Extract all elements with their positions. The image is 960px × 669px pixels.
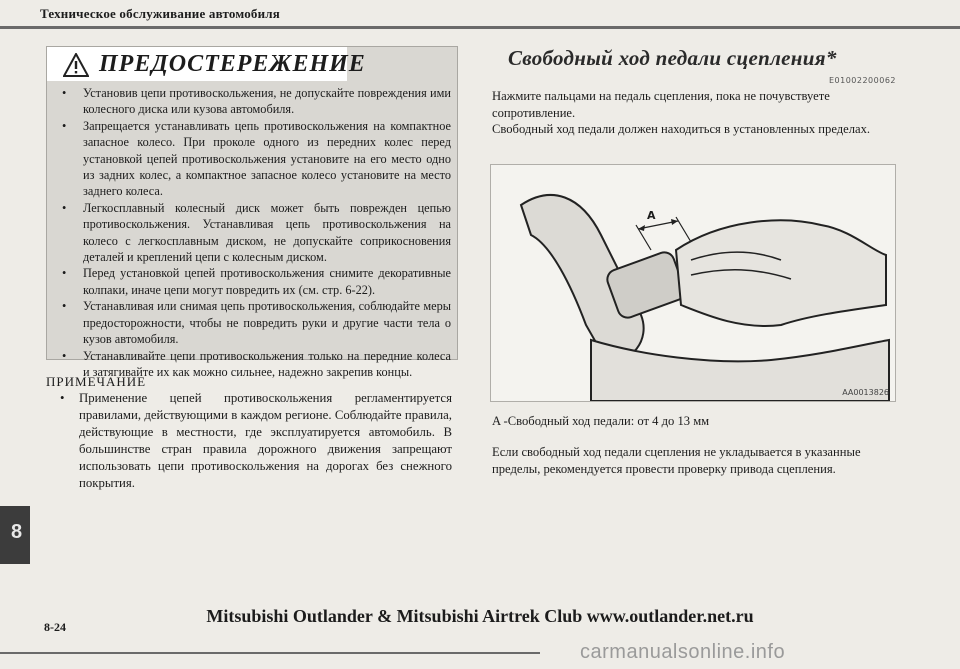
footer-club-link[interactable]: Mitsubishi Outlander & Mitsubishi Airtrek Club www.outlander.net.ru [206,606,754,626]
warning-item: • Устанавливайте цепи противоскольжения только на передние колеса и затягивайте их как можно сильнее, надежно закрепив концы. [47,348,459,381]
warning-list [47,85,459,380]
warning-item: • Запрещается устанавливать цепь противоскольжения на компактное запасное колесо. При проколе одного из передних колес перед установкой цепей противоскольжения установите на его место одно из задних колес, а компактное запасное колесо установите на место заднего колеса. [47,118,459,200]
warning-item: • Установив цепи противоскольжения, не допускайте повреждения ими колесного диска или кузова автомобиля. [47,85,459,118]
warning-title-text: ПРЕДОСТЕРЕЖЕНИЕ [99,51,366,77]
chapter-number: 8 [11,521,23,543]
warning-box [46,46,458,379]
watermark-text: carmanualsonline.info [580,641,786,663]
page-number: 8-24 [44,620,66,634]
note-block [46,374,458,492]
clutch-pedal-illustration [491,165,895,401]
section-conclusion: Если свободный ход педали сцепления не укладывается в указанные пределы, рекомендуется провести проверку привода сцепления. [492,445,861,476]
warning-triangle-icon [63,53,89,77]
section-code: E01002200062 [828,76,896,85]
section-paragraph: Свободный ход педали должен находиться в установленных пределах. [492,122,871,136]
left-column [46,46,458,492]
note-title: ПРИМЕЧАНИЕ [46,374,147,389]
warning-item: • Легкосплавный колесный диск может быть поврежден цепью противоскольжения. Устанавливая цепь противоскольжения на колесо с легкосплавным диском, не допускайте соприкосновения деталей и креплений цепи с колесным диском. [47,200,459,266]
clutch-pedal-figure [490,164,896,402]
section-paragraph: Нажмите пальцами на педаль сцепления, пока не почувствуете сопротивление. [492,89,830,120]
section-body [492,88,896,138]
chapter-tab [0,506,30,564]
warning-item: • Устанавливая или снимая цепь противоскольжения, соблюдайте меры предосторожности, чтобы не повредить руки и другие части тела о кузов автомобиля. [47,298,459,347]
warning-title [63,51,366,78]
page-header-title: Техническое обслуживание автомобиля [40,6,281,21]
header-divider [0,26,960,29]
figure-caption: A -Свободный ход педали: от 4 до 13 мм [492,414,710,428]
figure-code: AA0013826 [842,388,889,397]
figure-label-a: A [647,209,656,222]
footer-divider [0,652,540,654]
note-list [46,390,458,492]
warning-item: • Перед установкой цепей противоскольжения снимите декоративные колпаки, иначе цепи могут повредить их (см. стр. 6-22). [47,265,459,298]
right-column [490,46,900,476]
note-item: • Применение цепей противоскольжения регламентируется правилами, действующими в каждом регионе. Соблюдайте правила, действующие в местности, где эксплуатируется автомобиль. В большинстве стран правила дорожного движения запрещают использовать цепи противоскольжения на дорогах без снежного покрытия. [46,390,458,492]
section-title: Свободный ход педали сцепления* [508,46,837,70]
